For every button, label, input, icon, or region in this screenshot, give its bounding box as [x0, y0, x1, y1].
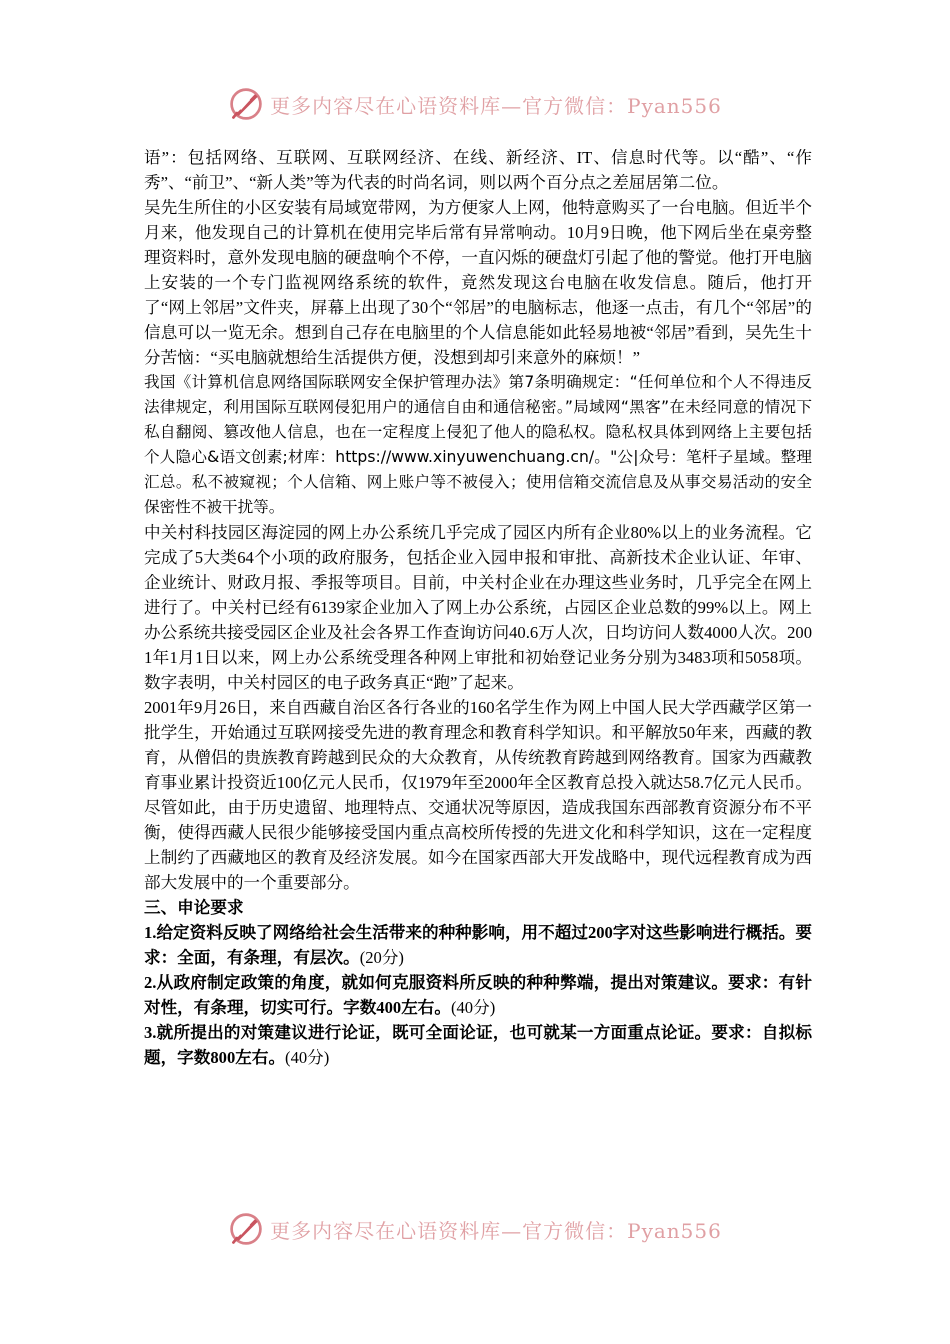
paragraph: 中关村科技园区海淀园的网上办公系统几乎完成了园区内所有企业80%以上的业务流程。它完成了5大类64个小项的政府服务，包括企业入园申报和审批、高新技术企业认证、年审、企业统计、财政月报、季报等项目。目前，中关村企业在办理这些业务时，几乎完全在网上进行了。中关村已经有6139家企业加入了网上办公系统，占园区企业总数的99%以上。网上办公系统共接受园区企业及社会各界工作查询访问40.6万人次，日均访问人数4000人次。2001年1月1日以来，网上办公系统受理各种网上审批和初始登记业务分别为3483项和5058项。数字表明，中关村园区的电子政务真正“跑”了起来。	[144, 523, 812, 692]
document-body	[144, 145, 812, 1070]
watermark-text: 更多内容尽在心语资料库—官方微信：Pyan556	[270, 1218, 722, 1243]
requirement-text: 1.给定资料反映了网络给社会生活带来的种种影响，用不超过200字对这些影响进行概括。要求：全面，有条理，有层次。	[144, 923, 812, 967]
requirement-points: (20分)	[359, 948, 404, 967]
paragraph: 语”：包括网络、互联网、互联网经济、在线、新经济、IT、信息时代等。以“酷”、“作秀”、“前卫”、“新人类”等为代表的时尚名词，则以两个百分点之差屈居第二位。	[144, 148, 812, 192]
section-heading: 三、申论要求	[144, 898, 244, 917]
requirement-text: 3.就所提出的对策建议进行论证，既可全面论证，也可就某一方面重点论证。要求：自拟标题，字数800左右。	[144, 1023, 812, 1067]
requirement-points: (40分)	[450, 998, 496, 1017]
watermark-header	[0, 82, 950, 126]
requirement-item	[144, 970, 812, 1020]
paragraph: 我国《计算机信息网络国际联网安全保护管理办法》第7条明确规定：“任何单位和个人不得违反法律规定，利用国际互联网侵犯用户的通信自由和通信秘密。”局域网“黑客”在未经同意的情况下私自翻阅、篡改他人信息，也在一定程度上侵犯了他人的隐私权。隐私权具体到网络上主要包括个人隐心&语文创素;材库：https://www.xinyuwenchuang.cn/。"公|众号：笔杆子星域。整理汇总。私不被窥视；个人信箱、网上账户等不被侵入；使用信箱交流信息及从事交易活动的安全保密性不被干扰等。	[144, 373, 812, 516]
watermark-text: 更多内容尽在心语资料库—官方微信：Pyan556	[270, 93, 722, 118]
watermark-group	[228, 86, 722, 122]
watermark-footer	[0, 1207, 950, 1251]
quill-logo-icon	[228, 86, 264, 122]
watermark-group	[228, 1211, 722, 1247]
paragraph: 吴先生所住的小区安装有局域宽带网，为方便家人上网，他特意购买了一台电脑。但近半个月来，他发现自己的计算机在使用完毕后常有异常响动。10月9日晚，他下网后坐在桌旁整理资料时，意外发现电脑的硬盘响个不停，一直闪烁的硬盘灯引起了他的警觉。他打开电脑上安装的一个专门监视网络系统的软件，竟然发现这台电脑在收发信息。随后，他打开了“网上邻居”文件夹，屏幕上出现了30个“邻居”的电脑标志，他逐一点击，有几个“邻居”的信息可以一览无余。想到自己存在电脑里的个人信息能如此轻易地被“邻居”看到，吴先生十分苦恼：“买电脑就想给生活提供方便，没想到却引来意外的麻烦！”	[144, 198, 812, 367]
quill-logo-icon	[228, 1211, 264, 1247]
requirement-item	[144, 1020, 812, 1070]
requirement-points: (40分)	[285, 1048, 330, 1067]
requirement-text: 2.从政府制定政策的角度，就如何克服资料所反映的种种弊端，提出对策建议。要求：有针对性，有条理，切实可行。字数400左右。	[144, 973, 812, 1017]
paragraph: 2001年9月26日，来自西藏自治区各行各业的160名学生作为网上中国人民大学西藏学区第一批学生，开始通过互联网接受先进的教育理念和教育科学知识。和平解放50年来，西藏的教育，从僧侣的贵族教育跨越到民众的大众教育，从传统教育跨越到网络教育。国家为西藏教育事业累计投资近100亿元人民币，仅1979年至2000年全区教育总投入就达58.7亿元人民币。尽管如此，由于历史遗留、地理特点、交通状况等原因，造成我国东西部教育资源分布不平衡，使得西藏人民很少能够接受国内重点高校所传授的先进文化和科学知识，这在一定程度上制约了西藏地区的教育及经济发展。如今在国家西部大开发战略中，现代远程教育成为西部大发展中的一个重要部分。	[144, 698, 812, 892]
requirement-item	[144, 920, 812, 970]
